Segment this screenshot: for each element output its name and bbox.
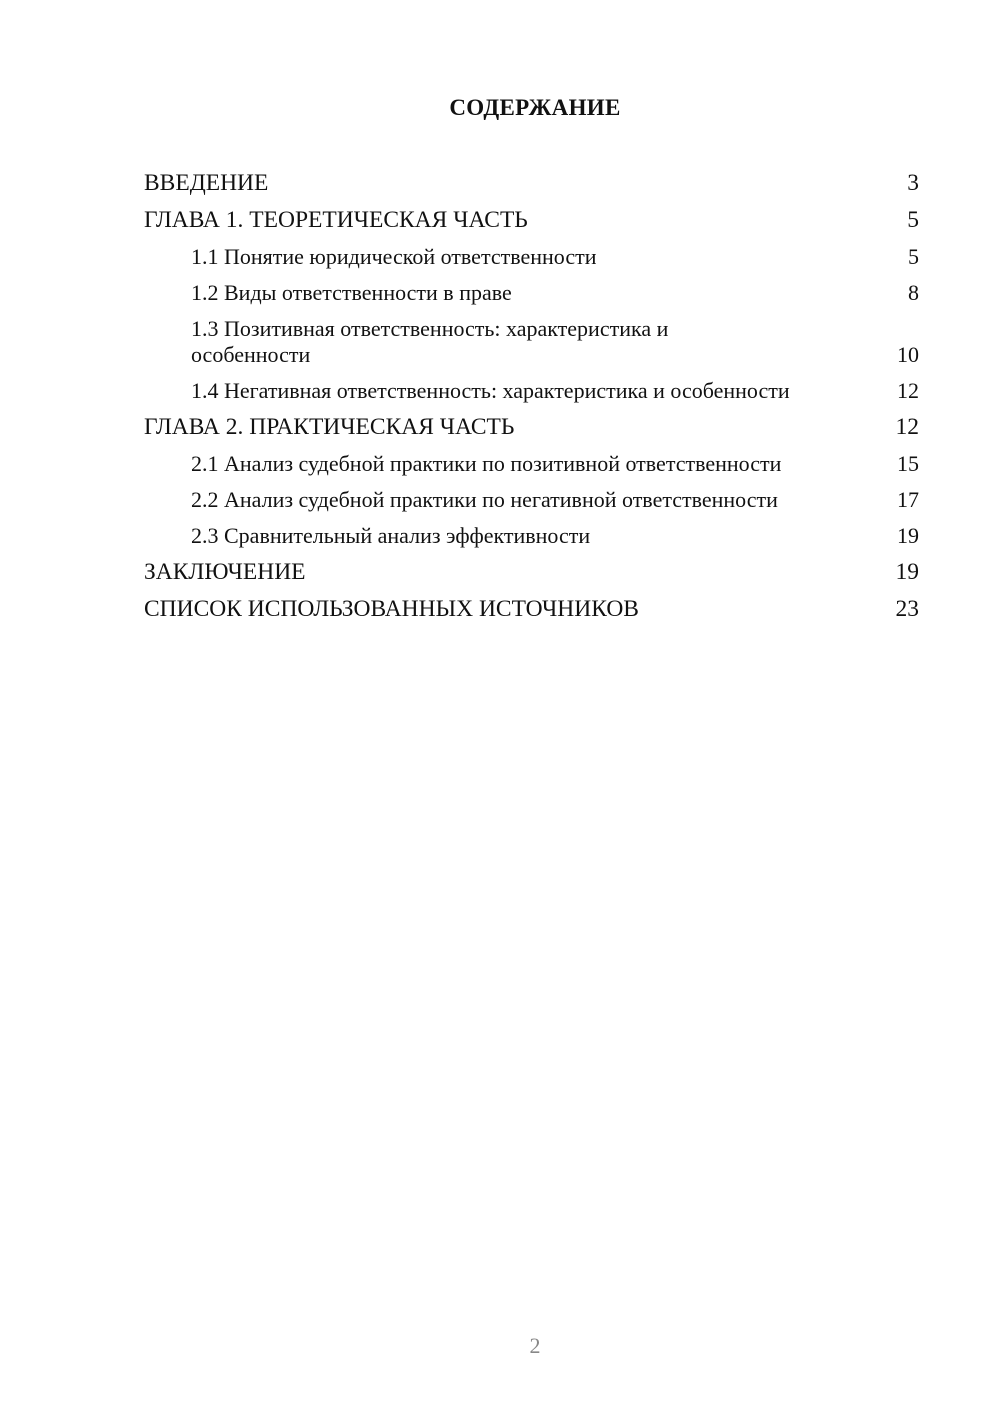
toc-item-title: ГЛАВА 2. ПРАКТИЧЕСКАЯ ЧАСТЬ [144, 414, 515, 440]
toc-item-page: 19 [895, 559, 919, 585]
toc-item-title: 1.2 Виды ответственности в праве [191, 280, 512, 305]
toc-item-title: 1.4 Негативная ответственность: характеристика и особенности [191, 378, 790, 403]
toc-item-page: 23 [895, 596, 919, 622]
toc-item[interactable] [144, 414, 919, 441]
toc-item[interactable] [144, 451, 919, 477]
toc-item[interactable] [144, 378, 919, 404]
toc-item-page: 17 [897, 487, 919, 512]
toc-item-page: 10 [897, 342, 919, 367]
toc-item-title: 1.1 Понятие юридической ответственности [191, 244, 597, 269]
toc-item-title: ЗАКЛЮЧЕНИЕ [144, 559, 306, 585]
toc-item-page: 12 [895, 414, 919, 440]
toc-item-page: 19 [897, 523, 919, 548]
toc-item[interactable] [144, 316, 919, 368]
toc-item-title: 2.3 Сравнительный анализ эффективности [191, 523, 591, 548]
toc-item-title: ГЛАВА 1. ТЕОРЕТИЧЕСКАЯ ЧАСТЬ [144, 207, 528, 233]
toc-item-page: 5 [907, 207, 919, 233]
page-title: СОДЕРЖАНИЕ [449, 95, 621, 120]
toc-item-page: 3 [907, 170, 919, 196]
toc-item[interactable] [144, 207, 919, 234]
toc-item-title: 2.2 Анализ судебной практики по негативной ответственности [191, 487, 778, 512]
toc-item[interactable] [144, 596, 919, 623]
toc-item-title: СПИСОК ИСПОЛЬЗОВАННЫХ ИСТОЧНИКОВ [144, 596, 639, 622]
toc-item[interactable] [144, 523, 919, 549]
toc-item-page: 5 [908, 244, 919, 269]
toc-item-page: 12 [897, 378, 919, 403]
toc-item-page: 8 [908, 280, 919, 305]
toc-item-title: ВВЕДЕНИЕ [144, 170, 269, 196]
table-of-contents [144, 170, 919, 633]
toc-item-title: 1.3 Позитивная ответственность: характеристика и особенности [191, 316, 669, 367]
toc-item[interactable] [144, 244, 919, 270]
toc-item-page: 15 [897, 451, 919, 476]
toc-item[interactable] [144, 280, 919, 306]
toc-item[interactable] [144, 170, 919, 197]
toc-item-title: 2.1 Анализ судебной практики по позитивной ответственности [191, 451, 782, 476]
page-number: 2 [529, 1333, 541, 1358]
toc-item[interactable] [144, 559, 919, 586]
toc-item[interactable] [144, 487, 919, 513]
